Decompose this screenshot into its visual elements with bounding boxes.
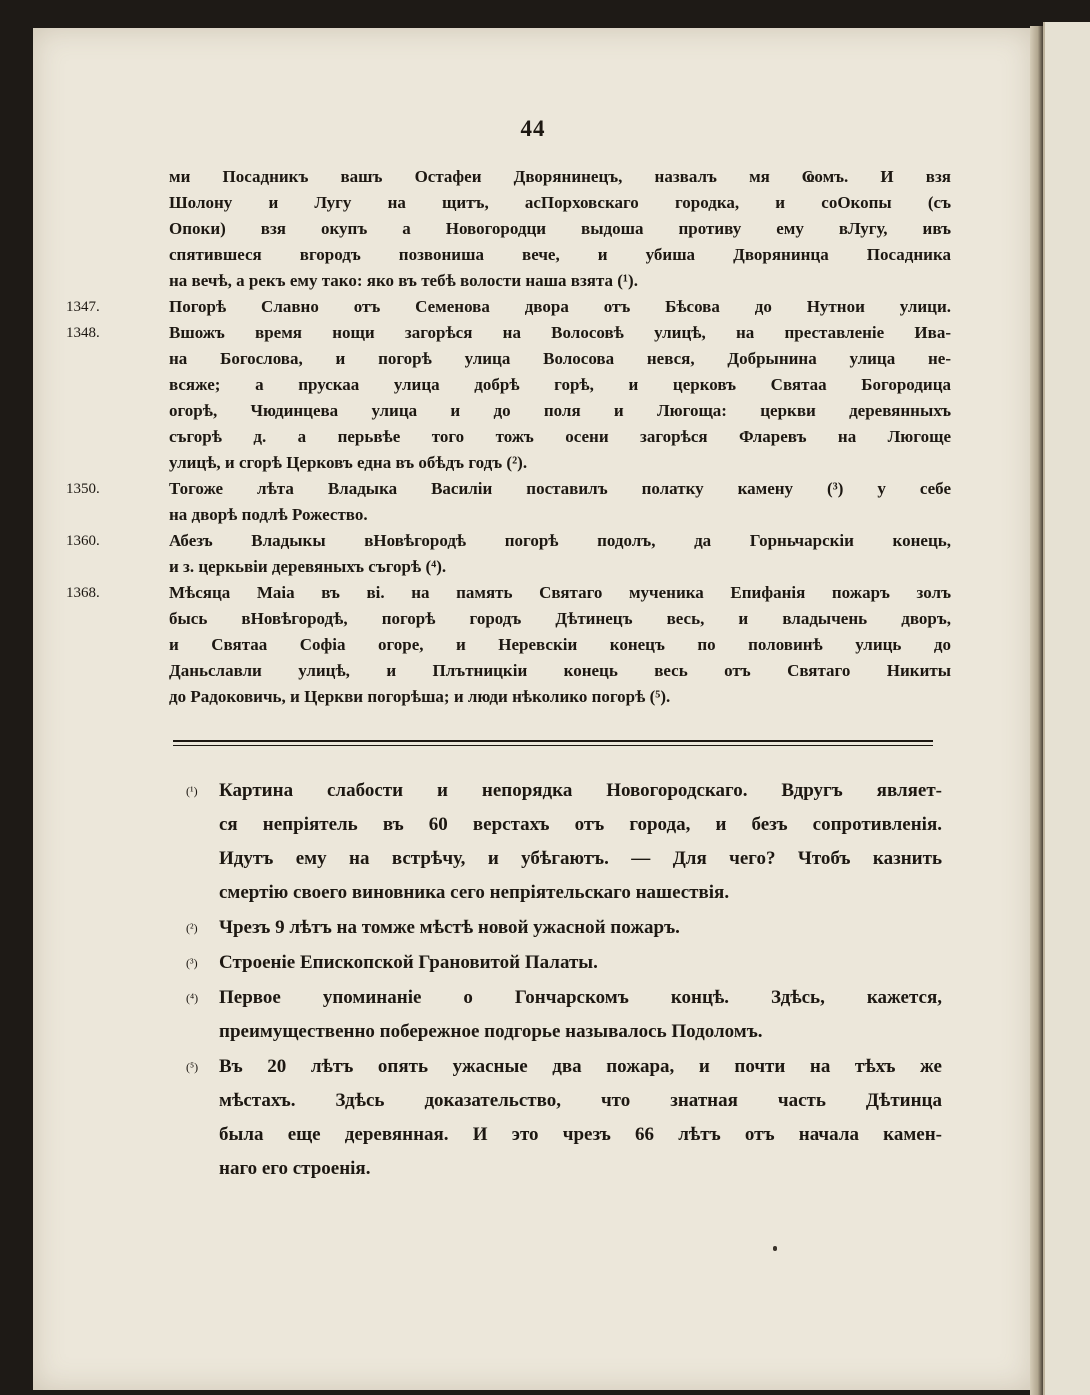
footnote-separator-thin bbox=[173, 745, 933, 746]
footnote-separator-thick bbox=[173, 740, 933, 742]
chronicle-text bbox=[66, 164, 951, 710]
chronicle-entry-1347 bbox=[66, 294, 951, 320]
footnotes bbox=[186, 774, 942, 1187]
text-line: бысь вНовѣгородѣ, погорѣ городъ Дѣтинецъ весь, и владычень дворъ, bbox=[169, 609, 951, 628]
footnote-mark: (⁵) bbox=[186, 1060, 199, 1074]
footnote-mark: (⁴) bbox=[186, 991, 199, 1005]
chronicle-entry-1368 bbox=[66, 580, 951, 710]
text-line: Вшожъ время нощи загорѣся на Волосовѣ улицѣ, на преставленіе Ива- bbox=[169, 323, 951, 342]
text-line: Картина слабости и непорядка Новогородскаго. Вдругъ являет- bbox=[219, 780, 942, 801]
text-line: мѣстахъ. Здѣсь доказательство, что знатная часть Дѣтинца bbox=[219, 1090, 942, 1111]
text-line: на дворѣ подлѣ Рожество. bbox=[169, 505, 368, 524]
text-line: и Святаа Софіа огоре, и Неревскіи конецъ по половинѣ улиць до bbox=[169, 635, 951, 654]
text-line: Даньславли улицѣ, и Плътницкіи конець весь отъ Святаго Никиты bbox=[169, 661, 951, 680]
book-page bbox=[33, 28, 1033, 1390]
footnote-3 bbox=[186, 946, 942, 980]
footnote-mark: (³) bbox=[186, 956, 198, 970]
page-number: 44 bbox=[520, 116, 546, 141]
entry-year: 1347. bbox=[66, 299, 100, 315]
text-line: и з. церкьвіи деревяныхъ съгорѣ (⁴). bbox=[169, 557, 447, 576]
text-line: Абезъ Владыкы вНовѣгородѣ погорѣ подолъ, да Горньчарскіи конець, bbox=[169, 531, 951, 550]
text-line: Тогоже лѣта Владыка Василіи поставилъ полатку камену (³) у себе bbox=[169, 479, 951, 498]
text-line: Въ 20 лѣтъ опять ужасные два пожара, и почти на тѣхъ же bbox=[219, 1056, 942, 1077]
footnote-1 bbox=[186, 774, 942, 910]
text-line: преимущественно побережное подгорье называлось Подоломъ. bbox=[219, 1021, 763, 1042]
text-line: всяже; а прускаа улица добрѣ горѣ, и церковъ Святаа Богородица bbox=[169, 375, 951, 394]
text-line: была еще деревянная. И это чрезъ 66 лѣтъ отъ начала камен- bbox=[219, 1124, 942, 1145]
chronicle-entry-1360 bbox=[66, 528, 951, 580]
text-line: до Радоковичь, и Церкви погорѣша; и люди нѣколико погорѣ (⁵). bbox=[169, 687, 671, 706]
text-line: Идутъ ему на встрѣчу, и убѣгаютъ. — Для чего? Чтобъ казнить bbox=[219, 848, 942, 869]
adjacent-page bbox=[1043, 22, 1090, 1395]
text-line: улицѣ, и сгорѣ Церковъ една въ обѣдъ годъ (²). bbox=[169, 453, 528, 472]
text-line: Шолону и Лугу на щитъ, асПорховскаго городка, и соОкопы (съ bbox=[169, 193, 951, 212]
text-line: Первое упоминаніе о Гончарскомъ концѣ. Здѣсь, кажется, bbox=[219, 987, 942, 1008]
text-line: на вечѣ, а рекъ ему тако: яко въ тебѣ волости наша взята (¹). bbox=[169, 271, 638, 290]
text-line: Чрезъ 9 лѣтъ на томже мѣстѣ новой ужасной пожаръ. bbox=[219, 917, 680, 938]
text-line: Опоки) взя окупъ а Новогородци выдоша противу ему вЛугу, ивъ bbox=[169, 219, 951, 238]
page-edge bbox=[1030, 26, 1043, 1395]
chronicle-entry-1350 bbox=[66, 476, 951, 528]
text-line: наго его строенія. bbox=[219, 1158, 371, 1179]
text-line: огорѣ, Чюдинцева улица и до поля и Люгоща: церкви деревянныхъ bbox=[169, 401, 951, 420]
text-line: ми Посадникъ вашъ Остафеи Дворянинецъ, назвалъ мя Ҩомъ. И взя bbox=[169, 167, 951, 186]
footnote-4 bbox=[186, 981, 942, 1049]
entry-year: 1348. bbox=[66, 325, 100, 341]
text-line: Строеніе Епископской Грановитой Палаты. bbox=[219, 952, 598, 973]
entry-year: 1368. bbox=[66, 585, 100, 601]
paper-speck bbox=[773, 1246, 777, 1251]
entry-year: 1360. bbox=[66, 533, 100, 549]
text-line: съгорѣ д. а перьвѣе того тожъ осени загорѣся Фларевъ на Люгоще bbox=[169, 427, 951, 446]
text-line: ся непріятель въ 60 верстахъ отъ города, и безъ сопротивленія. bbox=[219, 814, 942, 835]
text-line: Мѣсяца Маіа въ ві. на память Святаго мученика Епифанія пожаръ золъ bbox=[169, 583, 951, 602]
footnote-2 bbox=[186, 911, 942, 945]
footnote-mark: (¹) bbox=[186, 784, 198, 798]
text-line: Погорѣ Славно отъ Семенова двора отъ Бѣсова до Нутнои улици. bbox=[169, 297, 951, 316]
chronicle-intro bbox=[169, 164, 951, 294]
entry-year: 1350. bbox=[66, 481, 100, 497]
footnote-5 bbox=[186, 1050, 942, 1186]
chronicle-entry-1348 bbox=[66, 320, 951, 476]
text-line: на Богослова, и погорѣ улица Волосова невся, Добрынина улица не- bbox=[169, 349, 951, 368]
text-line: спятившеся вгородъ позвониша вече, и убиша Дворянинца Посадника bbox=[169, 245, 951, 264]
footnote-mark: (²) bbox=[186, 921, 198, 935]
text-line: смертію своего виновника сего непріятельскаго нашествія. bbox=[219, 882, 730, 903]
